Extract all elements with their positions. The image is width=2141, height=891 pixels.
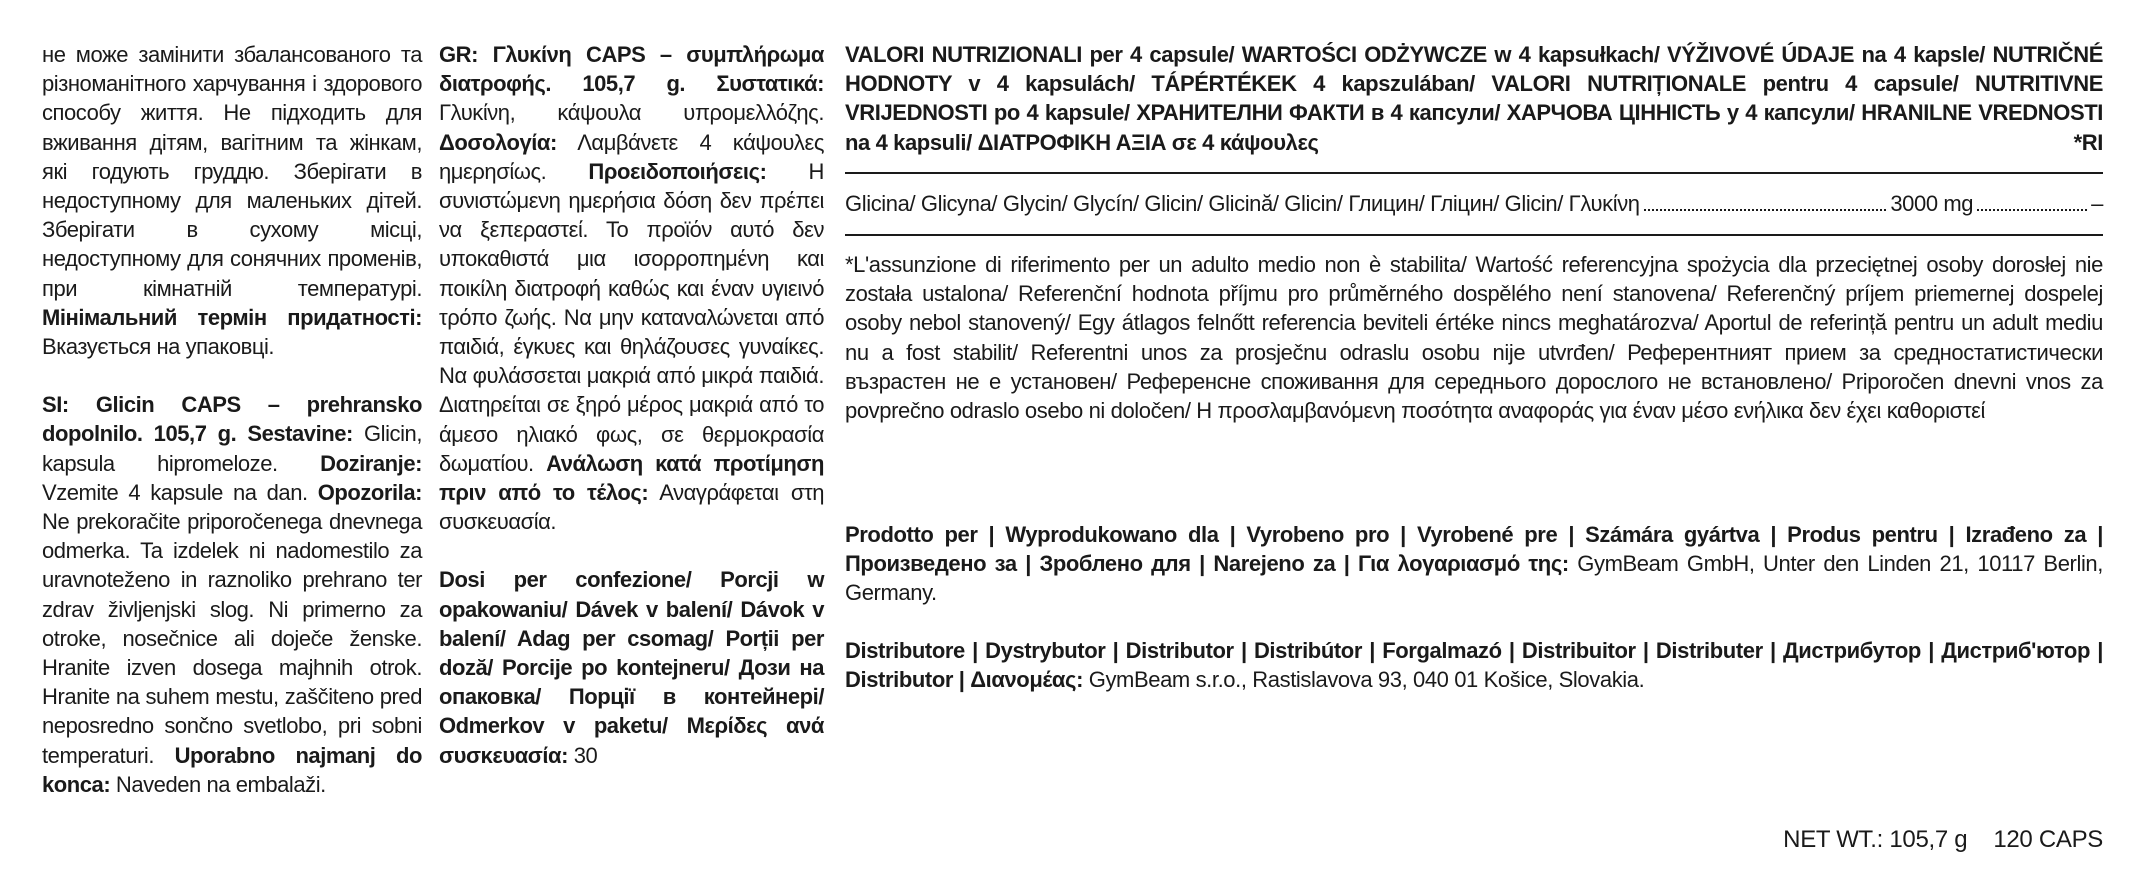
row-leader-dots: [1644, 209, 1887, 211]
ua-text: [42, 40, 422, 361]
row-ri: –: [2091, 191, 2103, 216]
reference-note: *L'assunzione di riferimento per un adulto medio non è stabilita/ Wartość referencyjna spożycia dla przeciętnej osoby dorosłej nie została ustalona/ Referenční hodnota příjmu pro průměrného dospělého není stanovena/ Referenčný príjem priemernej dospelej osoby nebol stanovený/ Egy átlagos felnőtt referencia beviteli értéke nincs meghatározva/ Aportul de referință pentru un adult mediu nu a fost stabilit/ Referentni unos za prosječnu odraslu osobu nije utvrđen/ Референтният прием за средностатистически възрастен не е установен/ Референсне споживання для середнього дорослого не встановлено/ Priporočen dnevni vnos za povprečno odraslo osebo ni določen/ Η προσλαμβανόμενη ποσότητα αναφοράς για έναν μέσο ενήλικα δεν έχει καθοριστεί: [845, 252, 2103, 424]
table-rule-top: [845, 172, 2103, 174]
si-best-label: Uporabno najmanj do konca:: [42, 742, 422, 797]
gr-title: GR: Γλυκίνη CAPS – συμπλήρωμα διατροφής. 105,7 g.: [439, 42, 824, 97]
reference-note-block: [845, 250, 2103, 425]
gr-warn: Η συνιστώμενη ημερήσια δόση δεν πρέπει να ξεπεραστεί. Το προϊόν αυτό δεν υποκαθιστά μια ισορροπημένη και ποικίλη διατροφή καθώς και έναν υγιεινό τρόπο ζωής. Να μην καταναλώνεται από παιδιά, έγκυες και θηλάζουσες γυναίκες. Να φυλάσσεται μακριά από μικρά παιδιά. Διατηρείται σε ξηρό μέρος μακριά από το άμεσο ηλιακό φως, σε θερμοκρασία δωματίου.: [439, 158, 824, 476]
gr-best: Αναγράφεται στη συσκευασία.: [439, 480, 825, 535]
si-warn: Ne prekoračite priporočenega dnevnega odmerka. Ta izdelek ni nadomestilo za uravnoteženo in raznoliko prehrano ter zdrav življenjski slog. Ni primerno za otroke, nosečnice ali doječe ženske. Hranite izven dosega majhnih otrok. Hranite na suhem mestu, zaščiteno pred neposredno sončno svetlobo, pri sobni temperaturi.: [42, 509, 422, 768]
producer-value: GymBeam GmbH, Unter den Linden 21, 10117 Berlin, Germany.: [845, 551, 2103, 606]
gr-best-label: Ανάλωση κατά προτίμηση πριν από το τέλος:: [439, 450, 824, 506]
row-leader-dots-2: [1977, 209, 2087, 211]
producer-block: [845, 520, 2103, 608]
distributor-label: Distributore | Dystrybutor | Distributor | Distribútor | Forgalmazó | Distribuitor | Distributer | Дистрибутор | Дистриб'ютор | Distributor | Διανομέας:: [845, 638, 2103, 693]
gr-warn-label: Προειδοποιήσεις:: [588, 158, 767, 184]
doses-text: [439, 565, 824, 769]
gr-dose: Λαμβάνετε 4 κάψουλες ημερησίως.: [439, 129, 824, 184]
si-dose: Vzemite 4 kapsule na dan.: [42, 479, 308, 505]
distributor-value: GymBeam s.r.o., Rastislavova 93, 040 01 Košice, Slovakia.: [1088, 667, 1645, 693]
producer-text: [845, 520, 2103, 608]
si-best: Naveden na embalaži.: [115, 771, 326, 797]
si-dose-label: Doziranje:: [320, 450, 422, 476]
gr-dose-label: Δοσολογία:: [439, 129, 557, 155]
nutrition-row-glycine: [845, 191, 2103, 217]
gr-ingr: Γλυκίνη, κάψουλα υπρομελλόζης.: [439, 100, 824, 126]
net-weight: [1783, 826, 2103, 854]
caps-count: 120 CAPS: [1993, 826, 2103, 853]
nutrition-header-text: VALORI NUTRIZIONALI per 4 capsule/ WARTOŚCI ODŻYWCZE w 4 kapsułkach/ VÝŽIVOVÉ ÚDAJE na 4 kapsle/ NUTRIČNÉ HODNOTY v 4 kapsulách/ TÁPÉRTÉKEK 4 kapszulában/ VALORI NUTRIȚIONALE pentru 4 capsule/ NUTRITIVNE VRIJEDNOSTI po 4 kapsule/ ХРАНИТЕЛНИ ФАКТИ в 4 капсули/ ХАРЧОВА ЦІННІСТЬ у 4 капсули/ HRANILNE VREDNOSTI na 4 kapsuli/ ΔΙΑΤΡΟΦΙΚΗ ΑΞΙΑ σε 4 κάψουλες: [845, 42, 2103, 155]
gr-text: [439, 40, 824, 536]
si-ingr: Glicin, kapsula hipromeloze.: [42, 421, 422, 476]
nutrition-header-block: [845, 40, 2103, 157]
column-gr-doses: [439, 40, 824, 770]
si-title: SI: Glicin CAPS – prehransko dopolnilo. 105,7 g.: [42, 392, 422, 447]
doses-label: Dosi per confezione/ Porcji w opakowaniu/ Dávek v balení/ Dávok v balení/ Adag per csomag/ Porții per doză/ Porcije po kontejneru/ Дози на опаковка/ Порції в контейнері/ Odmerkov v paketu/ Μερίδες ανά συσκευασία:: [439, 567, 824, 768]
net-wt-text: NET WT.: 105,7 g: [1783, 826, 1968, 853]
ua-min-label: Мінімальний термін придатності:: [42, 304, 422, 330]
producer-label: Prodotto per | Wyprodukowano dla | Vyrobeno pro | Vyrobené pre | Számára gyártva | Produs pentru | Izrađeno za | Произведено за | Зроблено для | Narejeno za | Για λογαριασμό της:: [845, 522, 2103, 577]
row-name: Glicina/ Glicyna/ Glycin/ Glycín/ Glicin/ Glicină/ Glicin/ Глицин/ Гліцин/ Glicin/ Γλυκίνη: [845, 191, 1640, 216]
ua-body: не може замінити збалансованого та різноманітного харчування і здорового способу життя. Не підходить для вживання дітям, вагітним та жінкам, які годують груддю. Зберігати в недоступному для маленьких дітей. Зберігати в сухому місці, недоступному для сонячних променів, при кімнатній температурі.: [42, 42, 422, 301]
si-ingr-label: Sestavine:: [247, 421, 353, 447]
nutrition-header: [845, 40, 2103, 157]
column-ua-si: [42, 40, 422, 799]
row-value: 3000 mg: [1890, 191, 1974, 216]
ri-label: *RI: [2073, 129, 2103, 155]
si-text: [42, 390, 422, 799]
ua-min-value: Вказується на упаковці.: [42, 334, 275, 360]
gr-ingr-label: Συστατικά:: [716, 71, 824, 97]
doses-value: 30: [573, 742, 598, 768]
distributor-block: [845, 636, 2103, 694]
table-rule-bottom: [845, 234, 2103, 236]
si-warn-label: Opozorila:: [317, 479, 422, 505]
distributor-text: [845, 636, 2103, 694]
